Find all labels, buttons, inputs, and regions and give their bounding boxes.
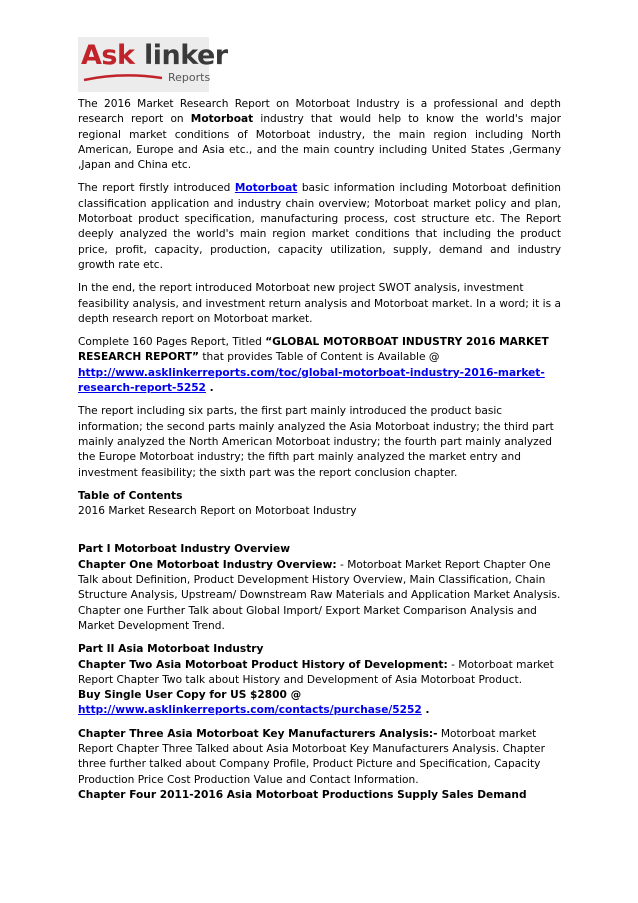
- swot-paragraph: In the end, the report introduced Motorboat new project SWOT analysis, investment feasibility analysis, and investment return analysis and Motorboat market. In a word; it is a depth research report on Motorboat market.: [78, 282, 561, 325]
- report-title: “GLOBAL MOTORBOAT INDUSTRY 2016 MARKET RESEARCH REPORT”: [78, 336, 549, 364]
- logo-word-ask: Ask: [81, 40, 135, 71]
- report-body: [78, 97, 561, 811]
- toc-link[interactable]: http://www.asklinkerreports.com/toc/global-motorboat-industry-2016-market-research-report-5252: [78, 366, 545, 395]
- intro-paragraph: The 2016 Market Research Report on Motorboat Industry is a professional and depth research report on Motorboat industry that would help to know the world's major regional market conditions of Motorboat industry, the main region including North American, Europe and Asia etc., and the main country including United States ,Germany ,Japan and China etc.: [78, 98, 561, 172]
- logo-swoosh-icon: [82, 70, 164, 84]
- chapter-two-text: - Motorboat market Report Chapter Two talk about History and Development of Asia Motorboat Product.: [78, 658, 554, 686]
- toc-section: [78, 489, 561, 520]
- motorboat-link[interactable]: Motorboat: [234, 182, 298, 195]
- chapter-four-title: Chapter Four 2011-2016 Asia Motorboat Productions Supply Sales Demand: [78, 788, 527, 801]
- chapter-three-section: [78, 727, 561, 803]
- keyword-motorboat: Motorboat: [190, 113, 254, 126]
- toc-availability-paragraph: Complete 160 Pages Report, Titled “GLOBAL MOTORBOAT INDUSTRY 2016 MARKET RESEARCH REPORT” that provides Table of Content is Available @ http://www.asklinkerreports.com/toc/global-motorboat-industry-2016-market-research-report-5252 .: [78, 336, 549, 395]
- buy-offer-text: Buy Single User Copy for US $2800 @: [78, 689, 302, 702]
- toc-heading: Table of Contents: [78, 489, 183, 502]
- six-parts-paragraph: The report including six parts, the first part mainly introduced the product basic information; the second parts mainly analyzed the Asia Motorboat industry; the third part mainly analyzed the North American Motorboat industry; the fourth part mainly analyzed the Europe Motorboat industry; the fifth part mainly analyzed the market entry and investment feasibility; the sixth part was the report conclusion chapter.: [78, 405, 554, 479]
- chapter-three-title: Chapter Three Asia Motorboat Key Manufacturers Analysis:-: [78, 727, 438, 740]
- chapter-two-title: Chapter Two Asia Motorboat Product History of Development:: [78, 658, 448, 671]
- part-one-heading: Part I Motorboat Industry Overview: [78, 543, 291, 556]
- chapter-one-title: Chapter One Motorboat Industry Overview:: [78, 558, 337, 571]
- part-one-section: [78, 542, 561, 634]
- chapter-three-text: Motorboat market Report Chapter Three Talked about Asia Motorboat Key Manufacturers Analysis. Chapter three further talked about Company Profile, Product Picture and Specification, Capacity Production Price Cost Production Value and Contact Information.: [78, 727, 545, 786]
- logo-word-linker: linker: [144, 40, 228, 71]
- purchase-link[interactable]: http://www.asklinkerreports.com/contacts/purchase/5252: [78, 704, 422, 717]
- asklinker-reports-logo: [78, 37, 228, 92]
- toc-subtitle: 2016 Market Research Report on Motorboat Industry: [78, 505, 357, 518]
- logo-word-reports: Reports: [168, 71, 211, 84]
- chapter-one-text: - Motorboat Market Report Chapter One Talk about Definition, Product Development History Overview, Main Classification, Chain Structure Analysis, Upstream/ Downstream Raw Materials and Application Market Analysis. Chapter one Further Talk about Global Import/ Export Market Comparison Analysis and Market Development Trend.: [78, 558, 561, 632]
- overview-paragraph: The report firstly introduced Motorboat basic information including Motorboat definition classification application and industry chain overview; Motorboat market policy and plan, Motorboat product specification, manufacturing process, cost structure etc. The Report deeply analyzed the world's main region market conditions that including the product price, profit, capacity, production, capacity utilization, supply, demand and industry growth rate etc.: [78, 182, 561, 271]
- part-two-heading: Part II Asia Motorboat Industry: [78, 643, 264, 656]
- spacer: [78, 527, 561, 542]
- part-two-section: Part II Asia Motorboat Industry Chapter Two Asia Motorboat Product History of Development: - Motorboat market Report Chapter Two talk about History and Development of Asia Motorboat Product. Buy Single User Copy for US $2800 @ http://www.asklinkerreports.com/contacts/purchase/5252 .: [78, 643, 554, 717]
